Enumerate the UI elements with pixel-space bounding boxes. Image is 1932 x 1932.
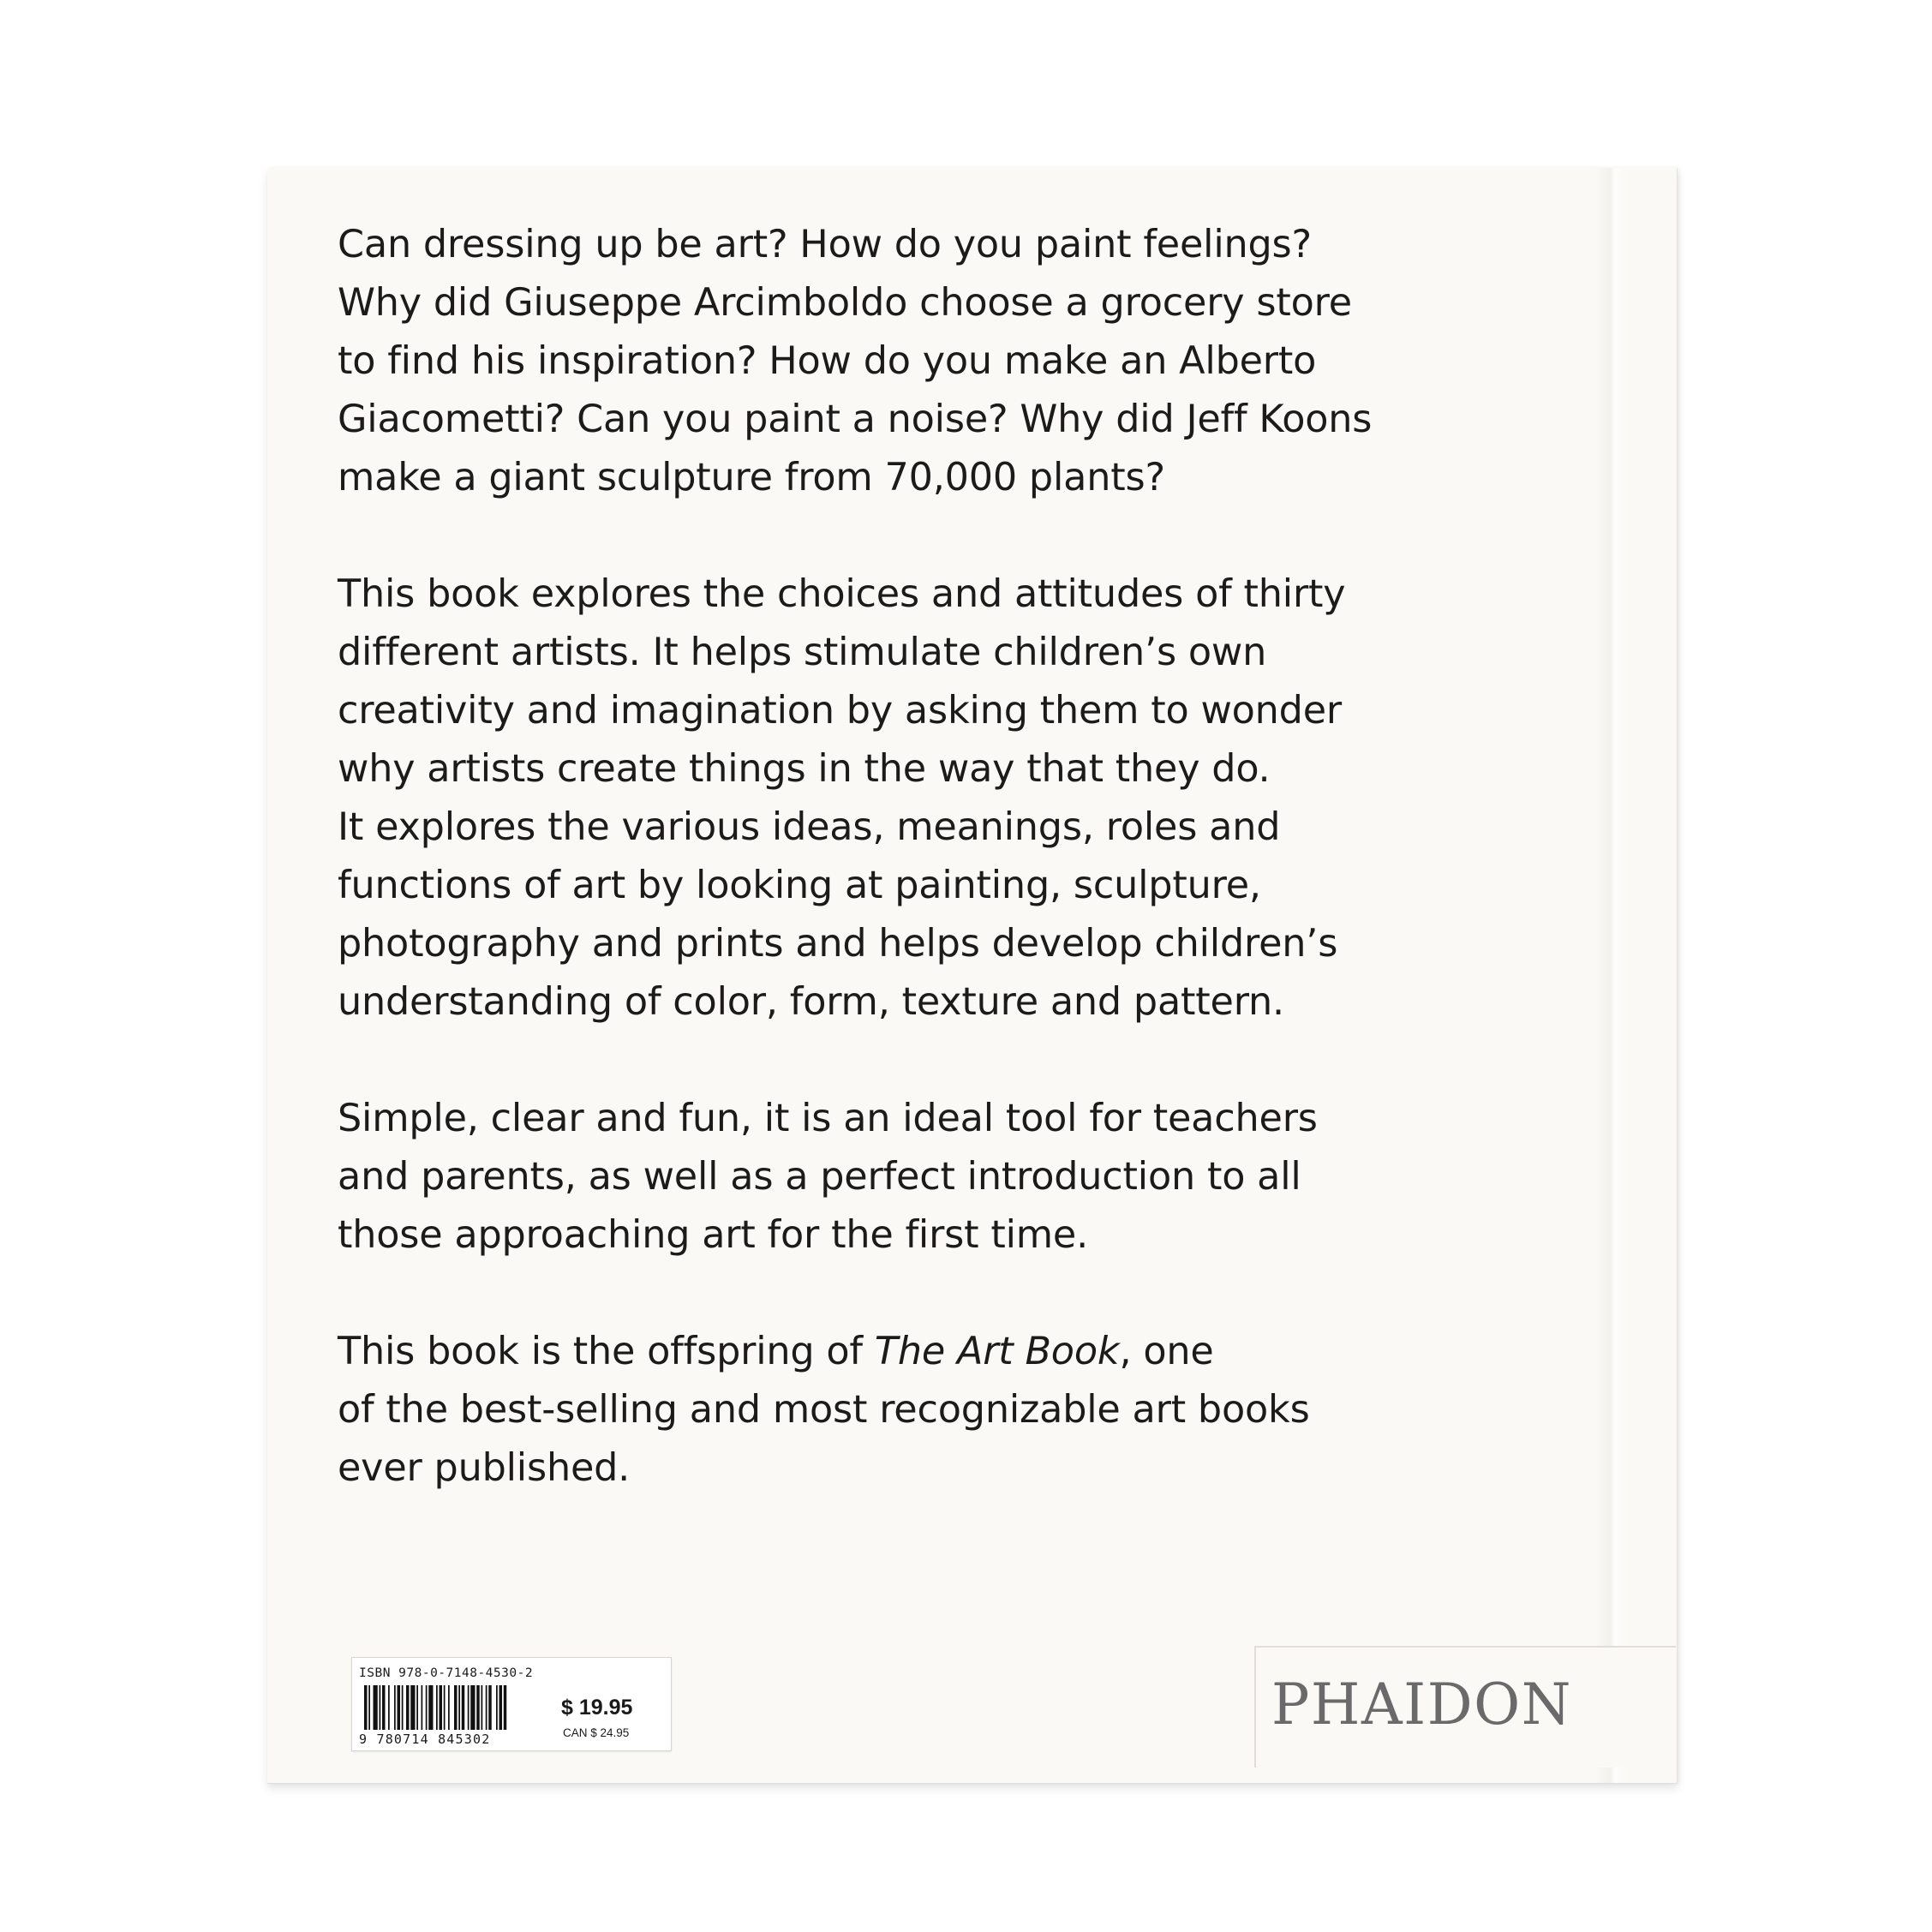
publisher-logo: PHAIDON [1271,1672,1572,1738]
price-sticker [351,1657,672,1751]
blurb-paragraph-4-end: , one of the best-selling and most recognizable art books ever published. [338,1330,1310,1490]
book-title-reference: The Art Book [874,1330,1120,1373]
blurb-paragraph-2: This book explores the choices and attitudes of thirty different artists. It helps stimulate children’s own creativity and imagination by asking them to wonder why artists create things in the way that they do. It explores the various ideas, meanings, roles and functions of art by looking at painting, sculpture, photography and prints and helps develop children’s understanding of color, form, texture and pattern. [338,572,1346,1024]
blurb-paragraph-3: Simple, clear and fun, it is an ideal tool for teachers and parents, as well as a perfect introduction to all those approaching art for the first time. [338,1097,1318,1257]
barcode-digits: 9 780714 845302 [359,1732,491,1747]
blurb-paragraph-4-start: This book is the offspring of [338,1330,875,1373]
barcode-icon [364,1685,553,1730]
book-back-cover [267,168,1678,1784]
price-us: $ 19.95 [561,1696,633,1720]
isbn-label: ISBN 978-0-7148-4530-2 [359,1666,534,1680]
blurb-paragraph-4 [338,1323,1554,1498]
price-can: CAN $ 24.95 [563,1726,630,1739]
spine-hinge [1595,168,1628,1783]
blurb-text [338,216,1554,1556]
blurb-paragraph-1: Can dressing up be art? How do you paint feelings? Why did Giuseppe Arcimboldo choose a grocery store to find his inspiration? How do you make an Alberto Giacometti? Can you paint a noise? Why did Jeff Koons make a giant sculpture from 70,000 plants? [338,223,1373,499]
publisher-logo-panel [1254,1646,1676,1768]
